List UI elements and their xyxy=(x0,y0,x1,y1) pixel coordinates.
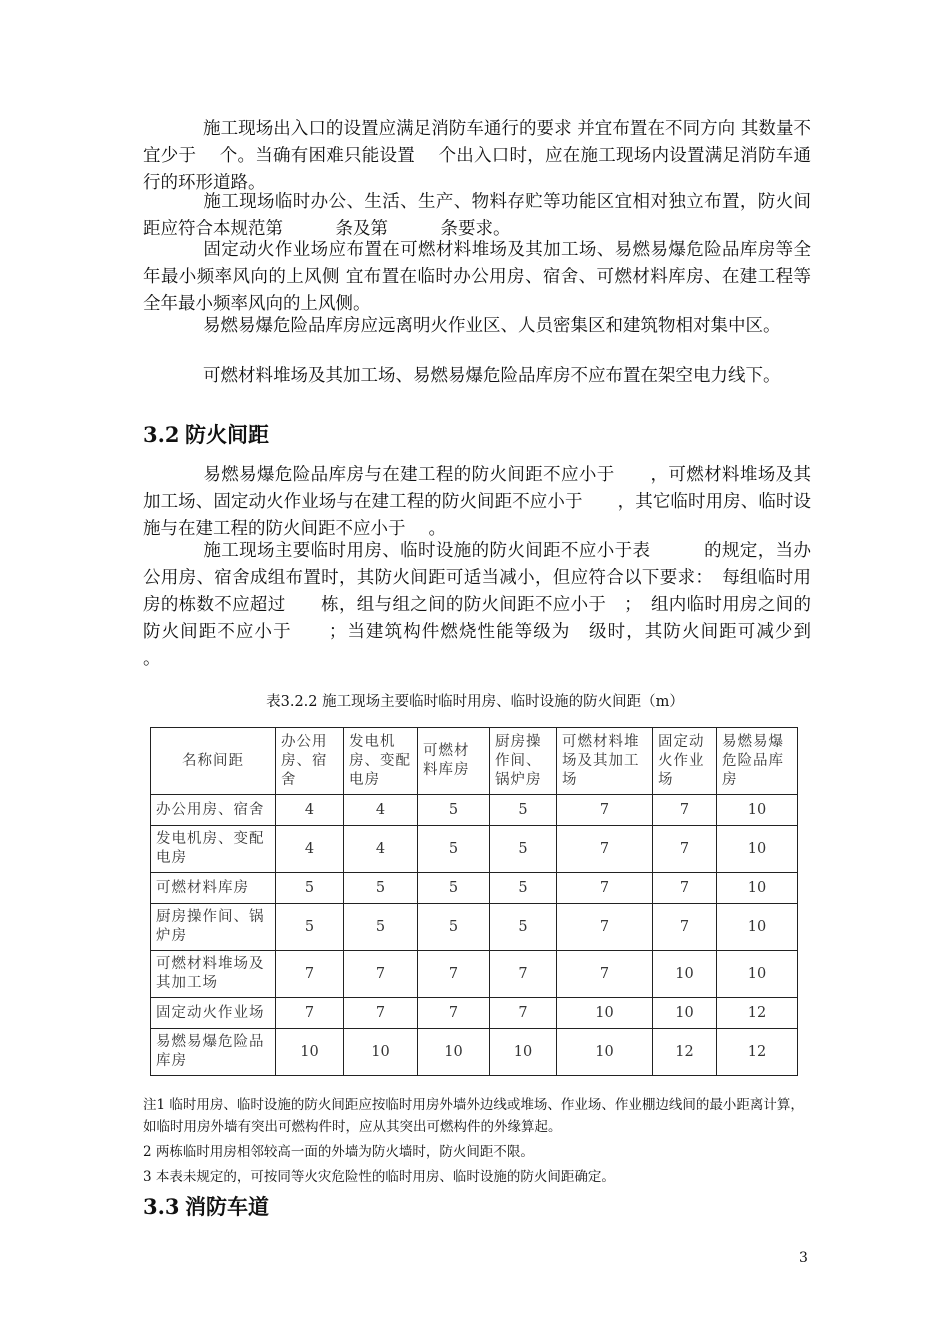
table-cell: 5 xyxy=(418,873,490,904)
table-row xyxy=(151,1029,798,1076)
table-cell: 10 xyxy=(344,1029,418,1076)
row-label: 可燃材料库房 xyxy=(151,873,276,904)
table-cell: 10 xyxy=(717,795,798,826)
table-cell: 4 xyxy=(276,795,344,826)
table-cell: 7 xyxy=(344,951,418,998)
table-cell: 7 xyxy=(557,795,653,826)
table-header-row xyxy=(151,728,798,795)
table-cell: 7 xyxy=(557,904,653,951)
table-cell: 10 xyxy=(490,1029,557,1076)
table-cell: 5 xyxy=(344,904,418,951)
table-row xyxy=(151,998,798,1029)
table-caption: 表3.2.2 施工现场主要临时临时用房、临时设施的防火间距（m） xyxy=(266,694,684,710)
table-header-cell: 厨房操作间、锅炉房 xyxy=(490,728,557,795)
section-heading-3-3 xyxy=(143,1193,269,1221)
table-cell: 5 xyxy=(490,904,557,951)
table-cell: 5 xyxy=(418,795,490,826)
table-row xyxy=(151,951,798,998)
table-cell: 7 xyxy=(276,998,344,1029)
paragraph-text: 易燃易爆危险品库房与在建工程的防火间距不应小于 ，可燃材料堆场及其加工场、固定动火作业场与在建工程的防火间距不应小于 ，其它临时用房、临时设施与在建工程的防火间距不应小于 。 xyxy=(143,465,811,539)
table-cell: 7 xyxy=(653,873,717,904)
paragraph-hot-work xyxy=(143,237,811,318)
table-row xyxy=(151,904,798,951)
table-cell: 7 xyxy=(276,951,344,998)
table-cell: 10 xyxy=(276,1029,344,1076)
row-label: 易燃易爆危险品库房 xyxy=(151,1029,276,1076)
page-number: 3 xyxy=(799,1250,808,1266)
paragraph-text: 固定动火作业场应布置在可燃材料堆场及其加工场、易燃易爆危险品库房等全年最小频率风向的上风侧 宜布置在临时办公用房、宿舍、可燃材料库房、在建工程等全年最小频率风向的上风侧。 xyxy=(143,240,811,314)
table-cell: 7 xyxy=(418,998,490,1029)
section-number: 3.3 xyxy=(143,1194,180,1219)
table-cell: 10 xyxy=(717,904,798,951)
table-cell: 7 xyxy=(557,873,653,904)
row-label: 办公用房、宿舍 xyxy=(151,795,276,826)
table-cell: 10 xyxy=(717,951,798,998)
paragraph-fire-spacing xyxy=(143,462,811,543)
table-cell: 12 xyxy=(717,998,798,1029)
table-cell: 5 xyxy=(418,826,490,873)
table-row xyxy=(151,826,798,873)
table-cell: 5 xyxy=(490,826,557,873)
row-label: 发电机房、变配电房 xyxy=(151,826,276,873)
table-cell: 5 xyxy=(418,904,490,951)
table-header-cell: 可燃材料库房 xyxy=(418,728,490,795)
table-cell: 5 xyxy=(490,873,557,904)
table-cell: 7 xyxy=(653,795,717,826)
table-cell: 10 xyxy=(557,1029,653,1076)
table-cell: 7 xyxy=(418,951,490,998)
table-header-cell: 可燃材料堆场及其加工场 xyxy=(557,728,653,795)
section-heading-3-2 xyxy=(143,421,269,449)
row-label: 可燃材料堆场及其加工场 xyxy=(151,951,276,998)
table-cell: 10 xyxy=(557,998,653,1029)
table-cell: 5 xyxy=(490,795,557,826)
table-cell: 7 xyxy=(653,826,717,873)
row-label: 固定动火作业场 xyxy=(151,998,276,1029)
table-header-cell: 名称间距 xyxy=(151,728,276,795)
paragraph-text: 施工现场主要临时用房、临时设施的防火间距不应小于表 的规定，当办公用房、宿舍成组布置时，其防火间距可适当减小，但应符合以下要求： 每组临时用房的栋数不应超过 栋，组与组之间的防火间距不应小于 ； 组内临时用房之间的防火间距不应小于 ；当建筑构件燃烧性能等级为 级时，其防火间距可减少到 。 xyxy=(143,541,835,669)
paragraph-entrance xyxy=(143,116,811,197)
table-cell: 10 xyxy=(717,826,798,873)
table-note-2: 2 两栋临时用房相邻较高一面的外墙为防火墙时，防火间距不限。 xyxy=(143,1144,534,1160)
table-header-cell: 固定动火作业场 xyxy=(653,728,717,795)
table-cell: 10 xyxy=(418,1029,490,1076)
paragraph-text: 施工现场临时办公、生活、生产、物料存贮等功能区宜相对独立布置，防火间距应符合本规范第 条及第 条要求。 xyxy=(143,192,811,239)
table-cell: 10 xyxy=(653,951,717,998)
paragraph-zoning xyxy=(143,189,811,243)
table-cell: 7 xyxy=(490,951,557,998)
fire-spacing-table xyxy=(150,727,798,1076)
table-row xyxy=(151,795,798,826)
paragraph-grouping xyxy=(143,538,835,673)
row-label: 厨房操作间、锅炉房 xyxy=(151,904,276,951)
section-number: 3.2 xyxy=(143,422,180,447)
section-title: 防火间距 xyxy=(185,422,269,447)
table-cell: 4 xyxy=(344,826,418,873)
table-cell: 7 xyxy=(557,826,653,873)
table-cell: 4 xyxy=(276,826,344,873)
paragraph-text: 易燃易爆危险品库房应远离明火作业区、人员密集区和建筑物相对集中区。 xyxy=(203,316,781,336)
paragraph-power-lines xyxy=(143,363,811,390)
paragraph-hazardous-storage xyxy=(143,313,811,340)
table-header-cell: 易燃易爆危险品库房 xyxy=(717,728,798,795)
table-header-cell: 办公用房、宿舍 xyxy=(276,728,344,795)
table-cell: 5 xyxy=(276,873,344,904)
table-cell: 5 xyxy=(276,904,344,951)
table-note-3: 3 本表未规定的，可按同等火灾危险性的临时用房、临时设施的防火间距确定。 xyxy=(143,1169,615,1185)
table-cell: 7 xyxy=(557,951,653,998)
table-cell: 10 xyxy=(717,873,798,904)
table-cell: 12 xyxy=(653,1029,717,1076)
section-title: 消防车道 xyxy=(185,1194,269,1219)
table-cell: 4 xyxy=(344,795,418,826)
paragraph-text: 可燃材料堆场及其加工场、易燃易爆危险品库房不应布置在架空电力线下。 xyxy=(203,366,781,386)
table-cell: 7 xyxy=(490,998,557,1029)
table-row xyxy=(151,873,798,904)
table-cell: 7 xyxy=(344,998,418,1029)
table-cell: 7 xyxy=(653,904,717,951)
table-cell: 5 xyxy=(344,873,418,904)
paragraph-text: 施工现场出入口的设置应满足消防车通行的要求 并宜布置在不同方向 其数量不宜少于 个。当确有困难只能设置 个出入口时，应在施工现场内设置满足消防车通行的环形道路。 xyxy=(143,119,811,193)
table-cell: 12 xyxy=(717,1029,798,1076)
table-header-cell: 发电机房、变配电房 xyxy=(344,728,418,795)
table-note-1: 注1 临时用房、临时设施的防火间距应按临时用房外墙外边线或堆场、作业场、作业棚边线间的最小距离计算，如临时用房外墙有突出可燃构件时，应从其突出可燃构件的外缘算起。 xyxy=(143,1097,804,1135)
table-cell: 10 xyxy=(653,998,717,1029)
